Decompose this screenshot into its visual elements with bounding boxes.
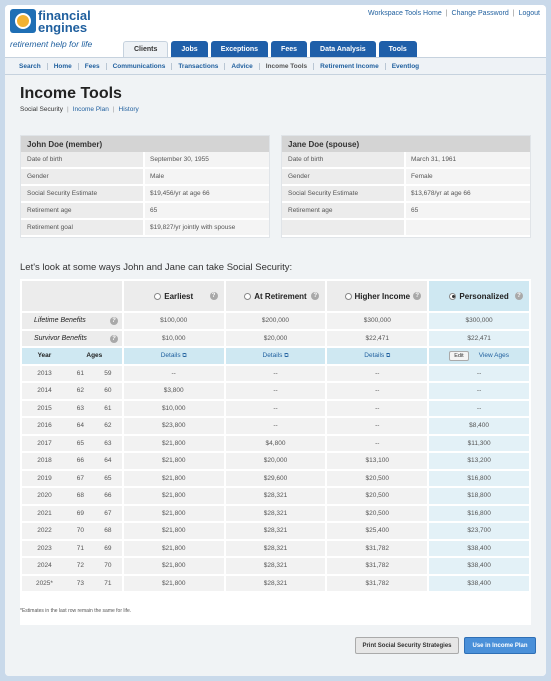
lifetime-benefits-label: Lifetime Benefits ?: [22, 313, 122, 329]
help-icon[interactable]: ?: [110, 317, 118, 325]
details-link-earliest[interactable]: Details ⧉: [124, 348, 224, 364]
year-cell: 2020: [22, 488, 67, 504]
subnav-search[interactable]: Search: [13, 63, 48, 70]
year-cell: 2018: [22, 453, 67, 469]
year-ages-cell: [22, 471, 122, 487]
benefit-cell: $21,800: [124, 471, 224, 487]
external-link-icon: ⧉: [385, 352, 391, 359]
benefit-cell: $21,800: [124, 506, 224, 522]
benefit-value: $10,000: [124, 331, 224, 347]
year-ages-cell: [22, 488, 122, 504]
year-ages-cell: [22, 523, 122, 539]
ages-header: Ages: [67, 348, 122, 364]
benefit-cell: $38,400: [429, 558, 529, 574]
tab-exceptions[interactable]: Exceptions: [211, 41, 268, 57]
benefit-cell: $4,800: [226, 436, 326, 452]
age-spouse-cell: 69: [94, 541, 122, 557]
year-ages-header: [22, 348, 122, 364]
year-ages-cell: [22, 576, 122, 592]
subnav-fees[interactable]: Fees: [79, 63, 107, 70]
age-member-cell: 65: [67, 436, 94, 452]
radio-icon[interactable]: [345, 293, 352, 300]
benefit-cell: $10,000: [124, 401, 224, 417]
subnav-advice[interactable]: Advice: [225, 63, 259, 70]
benefit-cell: $28,321: [226, 523, 326, 539]
info-row: Social Security Estimate $13,678/yr at age 66: [282, 186, 530, 203]
benefit-cell: $29,600: [226, 471, 326, 487]
year-cell: 2023: [22, 541, 67, 557]
page-title: Income Tools: [20, 85, 122, 102]
radio-selected-icon[interactable]: [449, 293, 456, 300]
benefit-cell: $20,500: [327, 471, 427, 487]
age-spouse-cell: 62: [94, 418, 122, 434]
workspace-home-link[interactable]: Workspace Tools Home: [368, 10, 442, 17]
year-ages-cell: [22, 541, 122, 557]
year-row: [22, 383, 529, 399]
logo-tagline: retirement help for life: [10, 39, 93, 49]
year-row: [22, 436, 529, 452]
benefit-cell: $21,800: [124, 576, 224, 592]
year-row: [22, 506, 529, 522]
year-row: [22, 471, 529, 487]
main-tabs: [123, 41, 417, 57]
logo[interactable]: [10, 9, 110, 53]
age-spouse-cell: 67: [94, 506, 122, 522]
age-member-cell: 70: [67, 523, 94, 539]
year-ages-cell: [22, 366, 122, 382]
tab-fees[interactable]: Fees: [271, 41, 307, 57]
external-link-icon: ⧉: [182, 352, 187, 359]
benefit-cell: $21,800: [124, 488, 224, 504]
info-row: Gender Female: [282, 169, 530, 186]
age-member-cell: 61: [67, 366, 94, 382]
year-row: [22, 366, 529, 382]
sub-nav: [5, 57, 546, 75]
year-row: [22, 558, 529, 574]
strategy-higher-income[interactable]: Higher Income ?: [327, 281, 427, 311]
benefit-cell: $28,321: [226, 541, 326, 557]
benefit-value: $100,000: [124, 313, 224, 329]
column-header-row: [22, 348, 529, 364]
age-spouse-cell: 60: [94, 383, 122, 399]
radio-icon[interactable]: [154, 293, 161, 300]
spouse-info-card: [281, 135, 531, 238]
benefit-cell: $31,782: [327, 558, 427, 574]
subnav-income-tools[interactable]: Income Tools: [260, 63, 314, 70]
year-row: [22, 418, 529, 434]
year-row: [22, 453, 529, 469]
year-row: [22, 401, 529, 417]
age-member-cell: 68: [67, 488, 94, 504]
year-ages-cell: [22, 436, 122, 452]
benefit-cell: --: [327, 418, 427, 434]
info-row: Date of birth September 30, 1955: [21, 152, 269, 169]
benefit-cell: $28,321: [226, 576, 326, 592]
benefit-cell: $20,000: [226, 453, 326, 469]
benefit-cell: --: [327, 383, 427, 399]
info-row: Date of birth March 31, 1961: [282, 152, 530, 169]
age-member-cell: 63: [67, 401, 94, 417]
radio-icon[interactable]: [244, 293, 251, 300]
year-ages-cell: [22, 418, 122, 434]
blank-cell: [22, 281, 122, 311]
benefit-cell: $25,400: [327, 523, 427, 539]
info-row: Social Security Estimate $19,456/yr at age 66: [21, 186, 269, 203]
footnote: *Estimates in the last row remain the same for life.: [20, 608, 132, 614]
benefit-cell: $28,321: [226, 506, 326, 522]
strategy-header-row: [22, 281, 529, 311]
benefit-cell: $21,800: [124, 436, 224, 452]
benefit-value: $300,000: [327, 313, 427, 329]
age-member-cell: 69: [67, 506, 94, 522]
tab-data-analysis[interactable]: Data Analysis: [310, 41, 376, 57]
benefit-value: $200,000: [226, 313, 326, 329]
benefit-cell: --: [226, 418, 326, 434]
strategy-table: [20, 279, 531, 593]
page: [5, 5, 546, 676]
crumb-history[interactable]: History: [118, 106, 139, 113]
benefit-value: $20,000: [226, 331, 326, 347]
year-cell: 2014: [22, 383, 67, 399]
details-link-at-retirement[interactable]: Details ⧉: [226, 348, 326, 364]
info-row: Retirement goal $19,827/yr jointly with spouse: [21, 220, 269, 237]
benefit-cell: --: [327, 436, 427, 452]
benefit-cell: $23,800: [124, 418, 224, 434]
benefit-cell: $13,200: [429, 453, 529, 469]
subnav-transactions[interactable]: Transactions: [172, 63, 225, 70]
year-cell: 2017: [22, 436, 67, 452]
section-links: Social Security | Income Plan | History: [20, 106, 139, 113]
benefit-cell: $31,782: [327, 576, 427, 592]
benefit-cell: --: [429, 366, 529, 382]
age-spouse-cell: 59: [94, 366, 122, 382]
year-ages-cell: [22, 558, 122, 574]
help-icon[interactable]: ?: [413, 292, 421, 300]
benefit-cell: --: [327, 366, 427, 382]
info-row: [282, 220, 530, 237]
member-info-card: [20, 135, 270, 238]
crumb-social-security: Social Security: [20, 106, 63, 113]
age-spouse-cell: 68: [94, 523, 122, 539]
subnav-home[interactable]: Home: [48, 63, 79, 70]
year-row: [22, 523, 529, 539]
strategy-at-retirement[interactable]: At Retirement ?: [226, 281, 326, 311]
age-member-cell: 67: [67, 471, 94, 487]
age-member-cell: 62: [67, 383, 94, 399]
age-member-cell: 72: [67, 558, 94, 574]
benefit-cell: $20,500: [327, 488, 427, 504]
print-strategies-button[interactable]: Print Social Security Strategies: [355, 637, 459, 654]
change-password-link[interactable]: Change Password: [451, 10, 509, 17]
logo-mark-icon: [10, 9, 36, 33]
year-ages-cell: [22, 453, 122, 469]
help-icon[interactable]: ?: [210, 292, 218, 300]
benefit-cell: $13,100: [327, 453, 427, 469]
subnav-retirement-income[interactable]: Retirement Income: [314, 63, 386, 70]
logout-link[interactable]: Logout: [518, 10, 540, 17]
benefit-cell: --: [327, 401, 427, 417]
benefit-cell: $11,300: [429, 436, 529, 452]
benefit-cell: $21,800: [124, 541, 224, 557]
tab-jobs[interactable]: Jobs: [171, 41, 207, 57]
year-cell: 2016: [22, 418, 67, 434]
top-links: Workspace Tools Home | Change Password | Logout: [368, 10, 540, 17]
year-ages-cell: [22, 401, 122, 417]
logo-name: financial engines: [38, 8, 91, 35]
personalized-actions: [429, 348, 529, 364]
year-cell: 2025*: [22, 576, 67, 592]
strategy-intro: Let's look at some ways John and Jane can take Social Security:: [20, 262, 293, 273]
top-bar: [5, 5, 546, 57]
benefit-cell: --: [429, 401, 529, 417]
benefit-cell: $16,800: [429, 471, 529, 487]
year-ages-cell: [22, 506, 122, 522]
use-in-income-plan-button[interactable]: Use in Income Plan: [464, 637, 536, 654]
crumb-income-plan[interactable]: Income Plan: [72, 106, 109, 113]
benefit-value: $300,000: [429, 313, 529, 329]
details-link-higher-income[interactable]: Details ⧉: [327, 348, 427, 364]
age-spouse-cell: 64: [94, 453, 122, 469]
age-spouse-cell: 65: [94, 471, 122, 487]
external-link-icon: ⧉: [284, 352, 289, 359]
benefit-cell: $18,800: [429, 488, 529, 504]
benefit-cell: $3,800: [124, 383, 224, 399]
age-spouse-cell: 71: [94, 576, 122, 592]
benefit-cell: $8,400: [429, 418, 529, 434]
survivor-benefits-row: [22, 331, 529, 347]
benefit-value: $22,471: [429, 331, 529, 347]
benefit-cell: $21,800: [124, 558, 224, 574]
survivor-benefits-label: Survivor Benefits ?: [22, 331, 122, 347]
year-row: [22, 576, 529, 592]
benefit-cell: --: [226, 383, 326, 399]
benefit-cell: $31,782: [327, 541, 427, 557]
year-header: Year: [22, 348, 67, 364]
help-icon[interactable]: ?: [515, 292, 523, 300]
benefit-cell: --: [429, 383, 529, 399]
strategy-personalized[interactable]: Personalized ?: [429, 281, 529, 311]
benefit-cell: --: [226, 366, 326, 382]
main-content: [5, 75, 546, 676]
benefit-cell: $21,800: [124, 523, 224, 539]
info-row: Gender Male: [21, 169, 269, 186]
age-member-cell: 66: [67, 453, 94, 469]
age-spouse-cell: 70: [94, 558, 122, 574]
benefit-cell: $28,321: [226, 558, 326, 574]
year-row: [22, 488, 529, 504]
age-spouse-cell: 61: [94, 401, 122, 417]
year-row: [22, 541, 529, 557]
age-spouse-cell: 66: [94, 488, 122, 504]
year-cell: 2024: [22, 558, 67, 574]
help-icon[interactable]: ?: [311, 292, 319, 300]
year-cell: 2021: [22, 506, 67, 522]
strategy-comparison: [20, 279, 531, 625]
strategy-earliest[interactable]: Earliest ?: [124, 281, 224, 311]
year-cell: 2019: [22, 471, 67, 487]
benefit-value: $22,471: [327, 331, 427, 347]
benefit-cell: $21,800: [124, 453, 224, 469]
age-member-cell: 71: [67, 541, 94, 557]
benefit-cell: $38,400: [429, 576, 529, 592]
age-member-cell: 73: [67, 576, 94, 592]
subnav-eventlog[interactable]: Eventlog: [391, 62, 420, 70]
tab-clients[interactable]: Clients: [123, 41, 168, 57]
year-cell: 2013: [22, 366, 67, 382]
subnav-communications[interactable]: Communications: [107, 63, 173, 70]
benefit-cell: --: [226, 401, 326, 417]
view-ages-link[interactable]: View Ages: [478, 351, 509, 359]
edit-button[interactable]: Edit: [449, 351, 468, 361]
benefit-cell: $20,500: [327, 506, 427, 522]
year-ages-cell: [22, 383, 122, 399]
age-spouse-cell: 63: [94, 436, 122, 452]
benefit-cell: $38,400: [429, 541, 529, 557]
year-cell: 2015: [22, 401, 67, 417]
benefit-cell: $23,700: [429, 523, 529, 539]
info-row: Retirement age 65: [21, 203, 269, 220]
member-header: John Doe (member): [21, 136, 269, 152]
spouse-header: Jane Doe (spouse): [282, 136, 530, 152]
year-cell: 2022: [22, 523, 67, 539]
tab-tools[interactable]: Tools: [379, 41, 417, 57]
benefit-cell: --: [124, 366, 224, 382]
info-row: Retirement age 65: [282, 203, 530, 220]
help-icon[interactable]: ?: [110, 335, 118, 343]
age-member-cell: 64: [67, 418, 94, 434]
lifetime-benefits-row: [22, 313, 529, 329]
benefit-cell: $28,321: [226, 488, 326, 504]
benefit-cell: $16,800: [429, 506, 529, 522]
